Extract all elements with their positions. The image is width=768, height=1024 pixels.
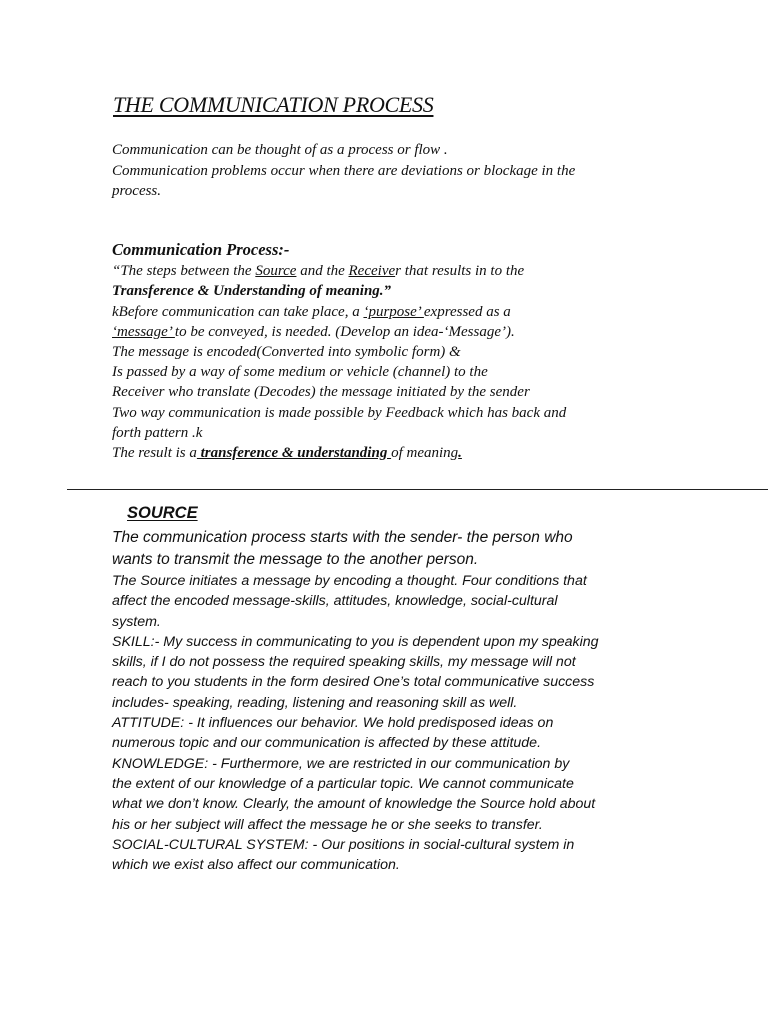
source-lead-paragraph (112, 527, 672, 571)
source-line: system. (112, 613, 161, 630)
source-line: reach to you students in the form desired One’s total communicative success (112, 674, 595, 691)
intro-line: Communication can be thought of as a process or flow . (112, 142, 448, 158)
source-heading: SOURCE (127, 504, 198, 522)
process-line: Receiver who translate (Decodes) the message initiated by the sender (112, 384, 530, 401)
source-line: which we exist also affect our communication. (112, 857, 400, 874)
text-run: kBefore communication can take place, a (112, 303, 364, 320)
intro-line: process. (112, 183, 162, 199)
source-line: his or her subject will affect the message he or she seeks to transfer. (112, 816, 543, 833)
source-line: skills, if I do not possess the required speaking skills, my message will not (112, 654, 576, 671)
source-line: SOCIAL-CULTURAL SYSTEM: - Our positions in social-cultural system in (112, 836, 575, 853)
text-run: of meaning (391, 445, 459, 462)
text-run: to be conveyed, is needed. (Develop an idea-‘Message’). (174, 323, 515, 340)
purpose-term: ‘purpose’ (363, 303, 424, 320)
process-line (112, 302, 672, 322)
process-quote-line (112, 261, 672, 281)
section-heading: Communication Process:- (112, 240, 290, 259)
text-run: and the (296, 263, 349, 280)
source-line: ATTITUDE: - It influences our behavior. We hold predisposed ideas on (112, 715, 554, 732)
communication-process-section (112, 240, 672, 463)
intro-line: Communication problems occur when there are deviations or blockage in the (112, 162, 576, 179)
process-line (112, 322, 672, 342)
process-line: The message is encoded(Converted into symbolic form) & (112, 344, 461, 361)
message-term: ‘message’ (112, 323, 175, 340)
text-run: expressed as a (423, 303, 511, 320)
source-lead-line: The communication process starts with the sender- the person who (112, 529, 573, 546)
process-line: forth pattern .k (112, 424, 203, 441)
text-run: . (458, 445, 462, 462)
transference-term: transference & understanding (196, 445, 392, 462)
source-lead-line: wants to transmit the message to the another person. (112, 551, 479, 568)
process-result-line (112, 443, 672, 463)
source-line: numerous topic and our communication is affected by these attitude. (112, 735, 542, 752)
source-line: what we don’t know. Clearly, the amount of knowledge the Source hold about (112, 796, 596, 813)
source-body (112, 571, 672, 875)
receiver-term: Receive (348, 263, 396, 280)
text-run: The result is a (112, 445, 197, 462)
source-line: KNOWLEDGE: - Furthermore, we are restricted in our communication by (112, 755, 570, 772)
source-line: includes- speaking, reading, listening and reasoning skill as well. (112, 694, 518, 711)
intro-paragraph (112, 140, 672, 202)
section-divider (67, 489, 768, 490)
text-run: “The steps between the (112, 263, 256, 280)
process-quote-bold: Transference & Understanding of meaning.” (112, 283, 392, 300)
process-line: Is passed by a way of some medium or vehicle (channel) to the (112, 364, 488, 381)
source-line: SKILL:- My success in communicating to you is dependent upon my speaking (112, 633, 599, 650)
source-term: Source (255, 263, 297, 280)
source-line: the extent of our knowledge of a particular topic. We cannot communicate (112, 775, 574, 792)
text-run: r that results in to the (395, 263, 525, 280)
source-line: The Source initiates a message by encoding a thought. Four conditions that (112, 573, 587, 589)
source-line: affect the encoded message-skills, attitudes, knowledge, social-cultural (112, 593, 558, 610)
page-title: THE COMMUNICATION PROCESS (113, 92, 434, 117)
process-line: Two way communication is made possible by Feedback which has back and (112, 404, 567, 421)
